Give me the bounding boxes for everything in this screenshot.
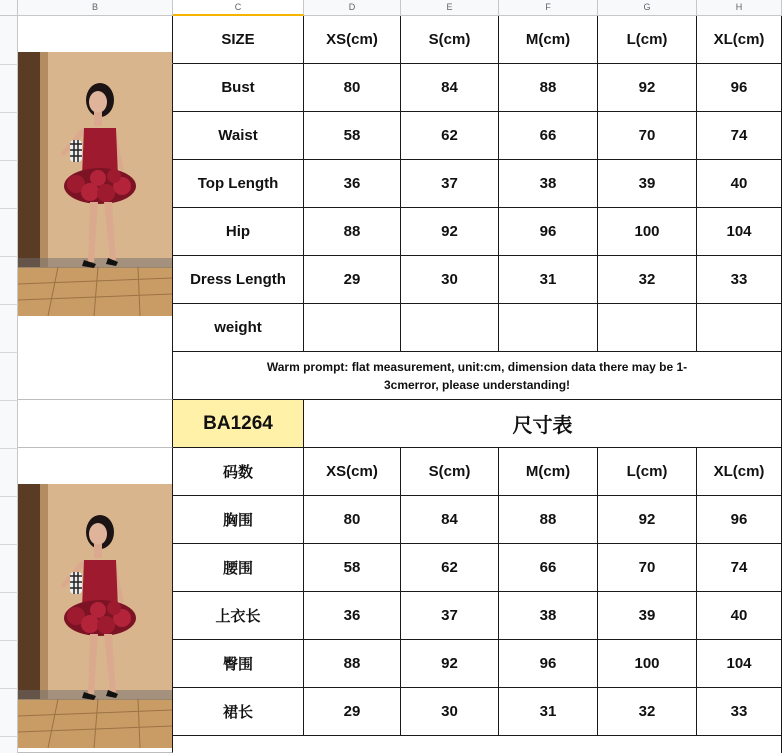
table2-header-cell[interactable]: L(cm) — [598, 448, 697, 496]
column-header-A[interactable] — [0, 0, 18, 16]
row-gridline — [0, 400, 18, 401]
row-gridline — [0, 352, 18, 353]
table1-body-cell[interactable]: 96 — [499, 208, 598, 256]
column-header-D[interactable]: D — [304, 0, 401, 16]
row-gridline — [0, 736, 18, 737]
table1-body-cell[interactable]: 100 — [598, 208, 697, 256]
table1-body-cell[interactable]: 32 — [598, 256, 697, 304]
table2-body-cell[interactable]: 84 — [401, 496, 499, 544]
row-gridline — [0, 112, 18, 113]
table2-body-cell[interactable]: 29 — [304, 688, 401, 736]
table2-body-cell[interactable]: 92 — [598, 496, 697, 544]
table1-body-cell[interactable] — [499, 304, 598, 352]
table2-header-cell[interactable]: S(cm) — [401, 448, 499, 496]
table2-header-cell[interactable]: XL(cm) — [697, 448, 782, 496]
table2-body-cell[interactable]: 38 — [499, 592, 598, 640]
row-gridline — [0, 592, 18, 593]
table2-body-cell[interactable]: 104 — [697, 640, 782, 688]
table1-body-cell[interactable]: 30 — [401, 256, 499, 304]
table2-body-cell[interactable]: 88 — [304, 640, 401, 688]
table1-body-cell[interactable]: 29 — [304, 256, 401, 304]
table1-body-cell[interactable]: 58 — [304, 112, 401, 160]
table2-body-cell[interactable]: 62 — [401, 544, 499, 592]
table2-header-row-label[interactable]: 码数 — [173, 448, 304, 496]
table2-body-cell[interactable]: 80 — [304, 496, 401, 544]
table1-body-cell[interactable]: 36 — [304, 160, 401, 208]
table2-body-cell[interactable]: 40 — [697, 592, 782, 640]
table2-header-cell[interactable]: XS(cm) — [304, 448, 401, 496]
table2-row-partial — [173, 736, 782, 753]
table1-body-cell[interactable]: 62 — [401, 112, 499, 160]
table1-header-cell[interactable]: XS(cm) — [304, 16, 401, 64]
row-gridline — [0, 160, 18, 161]
measurement-note: Warm prompt: flat measurement, unit:cm, dimension data there may be 1-3cmerror, please understanding! — [173, 352, 782, 400]
product-code[interactable]: BA1264 — [173, 400, 304, 448]
table1-body-cell[interactable]: 70 — [598, 112, 697, 160]
row-gridline — [0, 640, 18, 641]
table1-header-cell[interactable]: S(cm) — [401, 16, 499, 64]
table2-body-cell[interactable]: 96 — [697, 496, 782, 544]
table2-body-cell[interactable]: 39 — [598, 592, 697, 640]
table2-body-cell[interactable]: 36 — [304, 592, 401, 640]
table1-header-cell[interactable]: L(cm) — [598, 16, 697, 64]
row-gridline — [0, 688, 18, 689]
table1-header-cell[interactable]: XL(cm) — [697, 16, 782, 64]
table1-body-cell[interactable]: 96 — [697, 64, 782, 112]
table2-body-cell[interactable]: 100 — [598, 640, 697, 688]
row-gridline — [0, 304, 18, 305]
table1-body-row-label[interactable]: Bust — [173, 64, 304, 112]
table1-body-cell[interactable]: 66 — [499, 112, 598, 160]
table2-body-row-label[interactable]: 腰围 — [173, 544, 304, 592]
table1-body-cell[interactable]: 37 — [401, 160, 499, 208]
table2-body-cell[interactable]: 32 — [598, 688, 697, 736]
table1-body-row-label[interactable]: Top Length — [173, 160, 304, 208]
column-header-B[interactable]: B — [18, 0, 173, 16]
table1-body-cell[interactable]: 92 — [598, 64, 697, 112]
table1-body-cell[interactable]: 104 — [697, 208, 782, 256]
row-number-gutter — [0, 16, 18, 753]
table1-body-cell[interactable]: 38 — [499, 160, 598, 208]
table2-body-cell[interactable]: 66 — [499, 544, 598, 592]
table2-body-cell[interactable]: 33 — [697, 688, 782, 736]
row-gridline — [0, 256, 18, 257]
table2-header-cell[interactable]: M(cm) — [499, 448, 598, 496]
table1-body-cell[interactable] — [697, 304, 782, 352]
table1-body-cell[interactable] — [304, 304, 401, 352]
table1-body-cell[interactable]: 74 — [697, 112, 782, 160]
size-chart-title: 尺寸表 — [304, 400, 782, 448]
table2-body-row-label[interactable]: 胸围 — [173, 496, 304, 544]
row-gridline — [0, 496, 18, 497]
table1-body-cell[interactable]: 39 — [598, 160, 697, 208]
table2-body-cell[interactable]: 92 — [401, 640, 499, 688]
column-header-E[interactable]: E — [401, 0, 499, 16]
table1-body-row-label[interactable]: weight — [173, 304, 304, 352]
table1-body-cell[interactable]: 88 — [499, 64, 598, 112]
row-gridline — [0, 544, 18, 545]
table2-body-cell[interactable]: 88 — [499, 496, 598, 544]
column-header-G[interactable]: G — [598, 0, 697, 16]
table1-body-cell[interactable]: 40 — [697, 160, 782, 208]
table1-body-cell[interactable]: 84 — [401, 64, 499, 112]
photo-cell[interactable] — [18, 400, 173, 448]
table2-body-cell[interactable]: 58 — [304, 544, 401, 592]
table2-body-row-label[interactable]: 臀围 — [173, 640, 304, 688]
product-photo — [18, 52, 172, 316]
table1-body-row-label[interactable]: Dress Length — [173, 256, 304, 304]
table2-body-cell[interactable]: 74 — [697, 544, 782, 592]
table2-body-cell[interactable]: 70 — [598, 544, 697, 592]
column-header-H[interactable]: H — [697, 0, 782, 16]
table2-body-row-label[interactable]: 裙长 — [173, 688, 304, 736]
table1-body-cell[interactable]: 88 — [304, 208, 401, 256]
table2-body-cell[interactable]: 31 — [499, 688, 598, 736]
table1-body-row-label[interactable]: Waist — [173, 112, 304, 160]
product-photo — [18, 484, 172, 748]
table1-header-cell[interactable]: M(cm) — [499, 16, 598, 64]
row-gridline — [0, 208, 18, 209]
table1-body-cell[interactable]: 33 — [697, 256, 782, 304]
column-header-F[interactable]: F — [499, 0, 598, 16]
row-gridline — [0, 448, 18, 449]
table1-body-row-label[interactable]: Hip — [173, 208, 304, 256]
table1-body-cell[interactable]: 92 — [401, 208, 499, 256]
table2-body-cell[interactable]: 96 — [499, 640, 598, 688]
table2-body-cell[interactable]: 30 — [401, 688, 499, 736]
table1-body-cell[interactable]: 31 — [499, 256, 598, 304]
table1-body-cell[interactable]: 80 — [304, 64, 401, 112]
table2-body-row-label[interactable]: 上衣长 — [173, 592, 304, 640]
table1-header-row-label[interactable]: SIZE — [173, 16, 304, 64]
table1-body-cell[interactable] — [401, 304, 499, 352]
row-gridline — [0, 64, 18, 65]
table2-body-cell[interactable]: 37 — [401, 592, 499, 640]
column-header-C[interactable]: C — [173, 0, 304, 16]
table1-body-cell[interactable] — [598, 304, 697, 352]
